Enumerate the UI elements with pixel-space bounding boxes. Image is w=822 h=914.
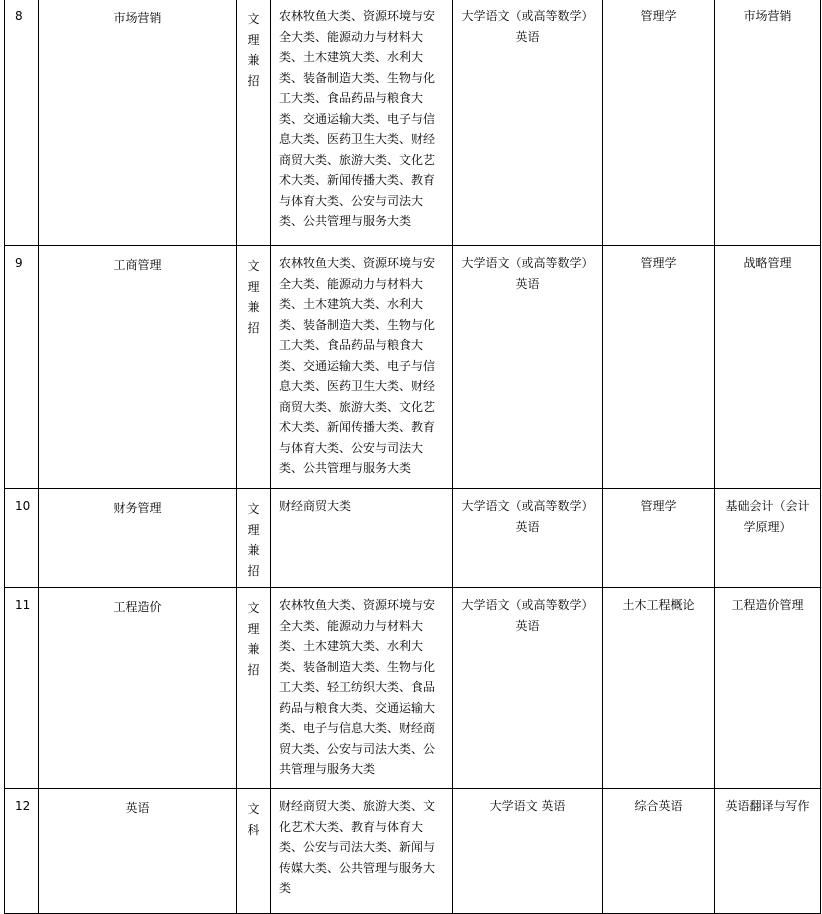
table-row xyxy=(5,789,821,914)
enrollment-category: 文 理 兼 招 xyxy=(237,0,271,246)
professional-course: 战略管理 xyxy=(715,246,821,489)
row-number: 10 xyxy=(5,489,39,588)
table-row xyxy=(5,489,821,588)
table-row xyxy=(5,588,821,789)
basic-course: 管理学 xyxy=(603,0,715,246)
eligible-majors: 农林牧鱼大类、资源环境与安全大类、能源动力与材料大类、土木建筑大类、水利大类、装备制造大类、生物与化工大类、食品药品与粮食大类、交通运输大类、电子与信息大类、医药卫生大类、财经商贸大类、旅游大类、文化艺术大类、新闻传播大类、教育与体育大类、公安与司法大类、公共管理与服务大类 xyxy=(271,0,453,246)
professional-course: 基础会计（会计学原理） xyxy=(715,489,821,588)
enrollment-category: 文 理 兼 招 xyxy=(237,246,271,489)
public-subjects: 大学语文 英语 xyxy=(453,789,603,914)
major-name: 工程造价 xyxy=(39,588,237,789)
public-subjects: 大学语文（或高等数学） 英语 xyxy=(453,246,603,489)
major-name: 财务管理 xyxy=(39,489,237,588)
admission-table xyxy=(4,0,821,914)
professional-course: 工程造价管理 xyxy=(715,588,821,789)
major-name: 市场营销 xyxy=(39,0,237,246)
public-subjects: 大学语文（或高等数学） 英语 xyxy=(453,0,603,246)
basic-course: 管理学 xyxy=(603,489,715,588)
row-number: 8 xyxy=(5,0,39,246)
basic-course: 综合英语 xyxy=(603,789,715,914)
enrollment-category: 文 理 兼 招 xyxy=(237,489,271,588)
eligible-majors: 农林牧鱼大类、资源环境与安全大类、能源动力与材料大类、土木建筑大类、水利大类、装备制造大类、生物与化工大类、轻工纺织大类、食品药品与粮食大类、交通运输大类、电子与信息大类、财经商贸大类、公安与司法大类、公共管理与服务大类 xyxy=(271,588,453,789)
enrollment-category: 文 理 兼 招 xyxy=(237,588,271,789)
enrollment-category: 文 科 xyxy=(237,789,271,914)
row-number: 12 xyxy=(5,789,39,914)
major-name: 工商管理 xyxy=(39,246,237,489)
professional-course: 英语翻译与写作 xyxy=(715,789,821,914)
public-subjects: 大学语文（或高等数学） 英语 xyxy=(453,588,603,789)
major-name: 英语 xyxy=(39,789,237,914)
basic-course: 管理学 xyxy=(603,246,715,489)
professional-course: 市场营销 xyxy=(715,0,821,246)
eligible-majors: 财经商贸大类 xyxy=(271,489,453,588)
table-row xyxy=(5,246,821,489)
row-number: 9 xyxy=(5,246,39,489)
eligible-majors: 财经商贸大类、旅游大类、文化艺术大类、教育与体育大类、公安与司法大类、新闻与传媒大类、公共管理与服务大类 xyxy=(271,789,453,914)
basic-course: 土木工程概论 xyxy=(603,588,715,789)
public-subjects: 大学语文（或高等数学） 英语 xyxy=(453,489,603,588)
table-row xyxy=(5,0,821,246)
eligible-majors: 农林牧鱼大类、资源环境与安全大类、能源动力与材料大类、土木建筑大类、水利大类、装备制造大类、生物与化工大类、食品药品与粮食大类、交通运输大类、电子与信息大类、医药卫生大类、财经商贸大类、旅游大类、文化艺术大类、新闻传播大类、教育与体育大类、公安与司法大类、公共管理与服务大类 xyxy=(271,246,453,489)
row-number: 11 xyxy=(5,588,39,789)
